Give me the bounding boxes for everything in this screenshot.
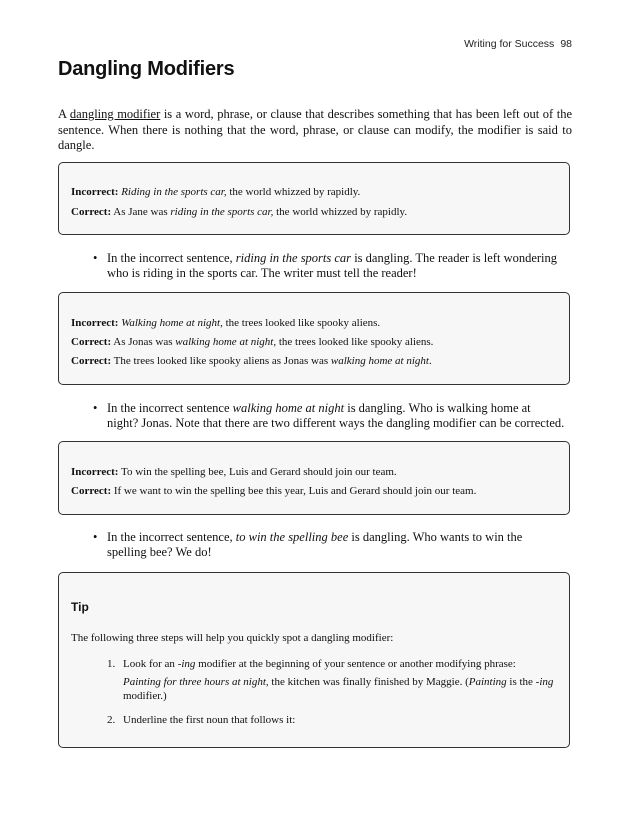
- example1-correct-text: the world whizzed by rapidly.: [273, 206, 408, 218]
- bullet1-pre: In the incorrect sentence,: [107, 251, 236, 265]
- example2-incorrect-text: the trees looked like spooky aliens.: [222, 317, 381, 329]
- dangling-modifier-link[interactable]: dangling modifier: [69, 107, 161, 121]
- step1-italic: -ing: [177, 658, 196, 670]
- incorrect-label: Incorrect:: [71, 466, 119, 478]
- step1-post: modifier at the beginning of your sentence or another modifying phrase:: [195, 658, 516, 670]
- example1-incorrect: [71, 186, 360, 198]
- correct-label: Correct:: [71, 355, 112, 367]
- example1-correct: [71, 206, 407, 218]
- bullet-dot-icon: •: [93, 401, 98, 415]
- step1-example-mid2: is the: [506, 676, 536, 688]
- example2-correct2-pre: The trees looked like spooky aliens as Jonas was: [111, 355, 331, 367]
- bullet3-pre: In the incorrect sentence,: [107, 530, 236, 544]
- example2-incorrect: [71, 317, 380, 329]
- example3-correct: [71, 485, 476, 497]
- incorrect-label: Incorrect:: [71, 317, 119, 329]
- example-box-2: [58, 292, 570, 385]
- bullet2-pre: In the incorrect sentence: [107, 401, 233, 415]
- example2-correct1-text: the trees looked like spooky aliens.: [276, 336, 434, 348]
- intro-paragraph: [58, 107, 572, 154]
- bullet-1: [93, 251, 565, 281]
- intro-text-start: A: [58, 107, 70, 121]
- bullet1-italic: riding in the sports car: [235, 251, 352, 265]
- running-title: Writing for Success: [464, 38, 555, 50]
- tip-intro: The following three steps will help you quickly spot a dangling modifier:: [71, 632, 394, 644]
- intro-text-end: is a word, phrase, or clause that describes something that has been left out of the sentence. When there is nothing that the word, phrase, or clause can modify, the modifier is said to dangle.: [58, 107, 572, 152]
- step-1-text: [123, 657, 559, 671]
- step-1-number: 1.: [107, 658, 116, 670]
- example1-incorrect-italic: Riding in the sports car,: [121, 186, 227, 198]
- example3-incorrect-text: To win the spelling bee, Luis and Gerard should join our team.: [118, 466, 397, 478]
- step-2-text: Underline the first noun that follows it:: [123, 714, 296, 726]
- example2-incorrect-italic: Walking home at night,: [121, 317, 223, 329]
- bullet2-post: is dangling. Who is walking home at night? Jonas. Note that there are two different ways the dangling modifier can be corrected.: [107, 401, 565, 430]
- incorrect-label: Incorrect:: [71, 186, 119, 198]
- example1-incorrect-text: the world whizzed by rapidly.: [226, 186, 361, 198]
- bullet-dot-icon: •: [93, 251, 98, 265]
- step1-example-mid: the kitchen was finally finished by Maggie. (: [268, 676, 469, 688]
- example2-correct-2: [71, 355, 432, 367]
- bullet-dot-icon: •: [93, 530, 98, 544]
- example2-correct-1: [71, 336, 433, 348]
- page-number: 98: [560, 38, 572, 50]
- step1-example-italic: Painting for three hours at night,: [123, 676, 269, 688]
- tip-title: Tip: [71, 600, 89, 614]
- example-box-1: [58, 162, 570, 235]
- step1-example-italic3: -ing: [535, 676, 554, 688]
- example1-correct-italic: riding in the sports car,: [170, 206, 274, 218]
- step1-example-italic2: Painting: [468, 676, 507, 688]
- example2-correct1-italic: walking home at night,: [175, 336, 277, 348]
- example1-correct-pre: As Jane was: [111, 206, 171, 218]
- bullet3-post: is dangling. Who wants to win the spelling bee? We do!: [107, 530, 523, 559]
- step1-example-end: modifier.): [123, 690, 167, 702]
- example3-correct-text: If we want to win the spelling bee this year, Luis and Gerard should join our team.: [111, 485, 477, 497]
- step-1-example: [123, 675, 559, 703]
- running-head: [464, 38, 572, 50]
- example3-incorrect: [71, 466, 397, 478]
- example-box-3: [58, 441, 570, 515]
- correct-label: Correct:: [71, 336, 112, 348]
- step1-pre: Look for an: [123, 658, 178, 670]
- bullet3-italic: to win the spelling bee: [235, 530, 349, 544]
- bullet-2: [93, 401, 565, 431]
- bullet2-italic: walking home at night: [232, 401, 345, 415]
- example2-correct2-italic: walking home at night: [330, 355, 429, 367]
- correct-label: Correct:: [71, 206, 112, 218]
- page-title: Dangling Modifiers: [58, 58, 235, 80]
- bullet1-post: is dangling. The reader is left wondering who is riding in the sports car. The writer must tell the reader!: [107, 251, 558, 280]
- tip-box: [58, 572, 570, 748]
- correct-label: Correct:: [71, 485, 112, 497]
- example2-correct1-pre: As Jonas was: [111, 336, 176, 348]
- example2-correct2-text: .: [428, 355, 432, 367]
- bullet-3: [93, 530, 565, 560]
- step-2-number: 2.: [107, 714, 116, 726]
